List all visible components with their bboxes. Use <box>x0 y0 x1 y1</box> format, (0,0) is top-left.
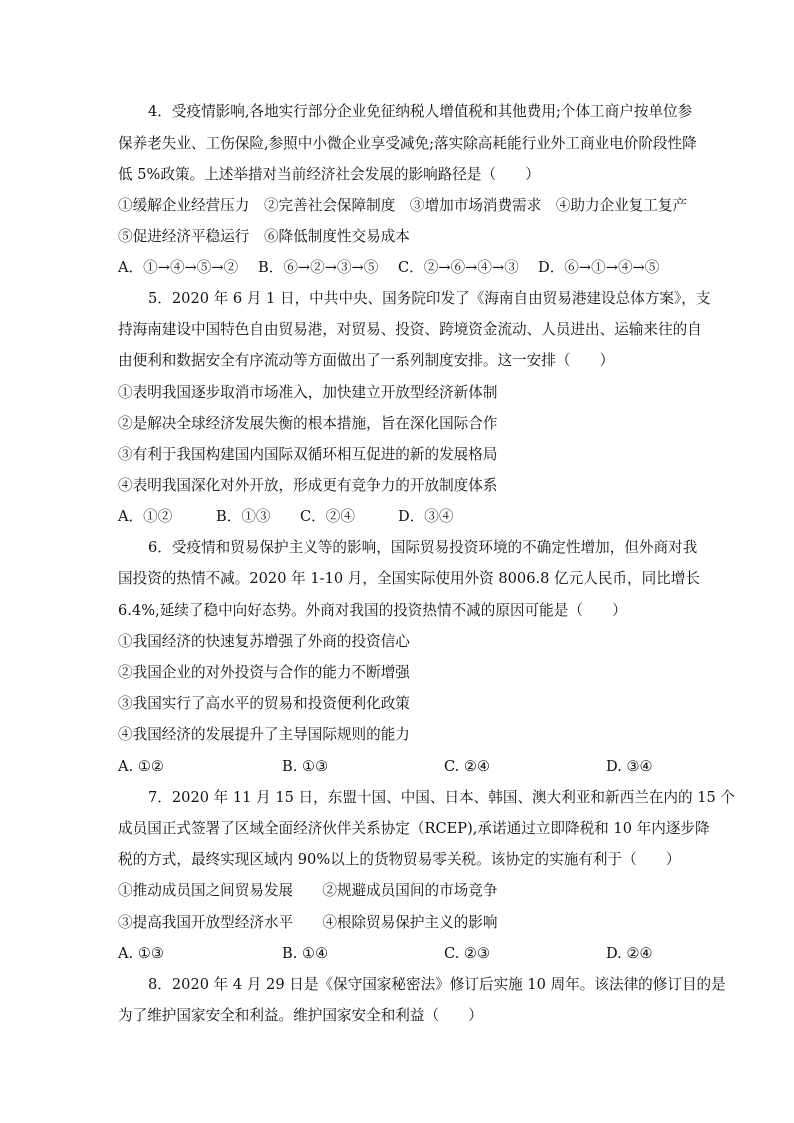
choice-a: A. ①③ <box>118 945 164 962</box>
question-item: ②是解决全球经济发展失衡的根本措施，旨在深化国际合作 <box>118 415 498 432</box>
question-stem-line: 8．2020 年 4 月 29 日是《保守国家秘密法》修订后实施 10 周年。该法律的修订目的是 <box>148 976 726 993</box>
question-item: ①表明我国逐步取消市场准入，加快建立开放型经济新体制 <box>118 384 498 401</box>
choice-c: C. ②③ <box>444 945 491 962</box>
question-stem-line: 7．2020 年 11 月 15 日，东盟十国、中国、日本、韩国、澳大利亚和新西兰在内的 15 个 <box>148 789 736 806</box>
question-stem-line: 由便利和数据安全有序流动等方面做出了一系列制度安排。这一安排（ ） <box>118 352 615 369</box>
choice-c: C. ②④ <box>444 758 491 775</box>
choice-b: B. ①④ <box>282 945 329 962</box>
choice-c: C．②④ <box>300 508 355 525</box>
question-stem-line: 持海南建设中国特色自由贸易港，对贸易、投资、跨境资金流动、人员进出、运输来往的自 <box>118 321 702 338</box>
question-stem-line: 5．2020 年 6 月 1 日，中共中央、国务院印发了《海南自由贸易港建设总体方案》，支 <box>148 290 711 307</box>
choice-b: B．⑥→②→③→⑤ <box>258 259 379 276</box>
choice-a: A. ①② <box>118 758 164 775</box>
question-item: ④表明我国深化对外开放，形成更有竞争力的开放制度体系 <box>118 477 498 494</box>
choice-c: C．②→⑥→④→③ <box>398 259 519 276</box>
question-item: ③我国实行了高水平的贸易和投资便利化政策 <box>118 695 410 712</box>
question-item: ①推动成员国之间贸易发展 ②规避成员国间的市场竞争 <box>118 882 498 899</box>
question-stem-line: 6.4%,延续了稳中向好态势。外商对我国的投资热情不减的原因可能是（ ） <box>118 602 627 619</box>
choice-b: B．①③ <box>216 508 271 525</box>
question-stem-line: 低 5%政策。上述举措对当前经济社会发展的影响路径是（ ） <box>118 166 540 183</box>
question-stem-line: 6．受疫情和贸易保护主义等的影响，国际贸易投资环境的不确定性增加，但外商对我 <box>148 539 698 556</box>
question-stem-line: 保养老失业、工伤保险,参照中小微企业享受减免;落实除高耗能行业外工商业电价阶段性降 <box>118 135 697 152</box>
question-item: ⑤促进经济平稳运行 ⑥降低制度性交易成本 <box>118 228 410 245</box>
question-item: ①缓解企业经营压力 ②完善社会保障制度 ③增加市场消费需求 ④助力企业复工复产 <box>118 197 688 214</box>
choice-a: A．①② <box>118 508 173 525</box>
choice-d: D. ②④ <box>606 945 653 962</box>
choice-d: D. ③④ <box>606 758 653 775</box>
choice-a: A．①→④→⑤→② <box>118 259 239 276</box>
question-item: ④我国经济的发展提升了主导国际规则的能力 <box>118 726 410 743</box>
question-stem-line: 4．受疫情影响,各地实行部分企业免征纳税人增值税和其他费用;个体工商户按单位参 <box>148 103 693 120</box>
question-stem-line: 税的方式，最终实现区域内 90%以上的货物贸易零关税。该协定的实施有利于（ ） <box>118 851 681 868</box>
question-item: ③有利于我国构建国内国际双循环相互促进的新的发展格局 <box>118 446 498 463</box>
choice-d: D．⑥→①→④→⑤ <box>538 259 660 276</box>
question-item: ①我国经济的快速复苏增强了外商的投资信心 <box>118 633 410 650</box>
question-stem-line: 成员国正式签署了区域全面经济伙伴关系协定（RCEP),承诺通过立即降税和 10 年内逐步降 <box>118 820 710 837</box>
question-stem-line: 为了维护国家安全和利益。维护国家安全和利益（ ） <box>118 1007 483 1024</box>
question-stem-line: 国投资的热情不减。2020 年 1-10 月，全国实际使用外资 8006.8 亿元人民币，同比增长 <box>118 570 700 587</box>
choice-b: B. ①③ <box>282 758 329 775</box>
choice-d: D．③④ <box>398 508 454 525</box>
question-item: ②我国企业的对外投资与合作的能力不断增强 <box>118 664 410 681</box>
question-item: ③提高我国开放型经济水平 ④根除贸易保护主义的影响 <box>118 914 498 931</box>
